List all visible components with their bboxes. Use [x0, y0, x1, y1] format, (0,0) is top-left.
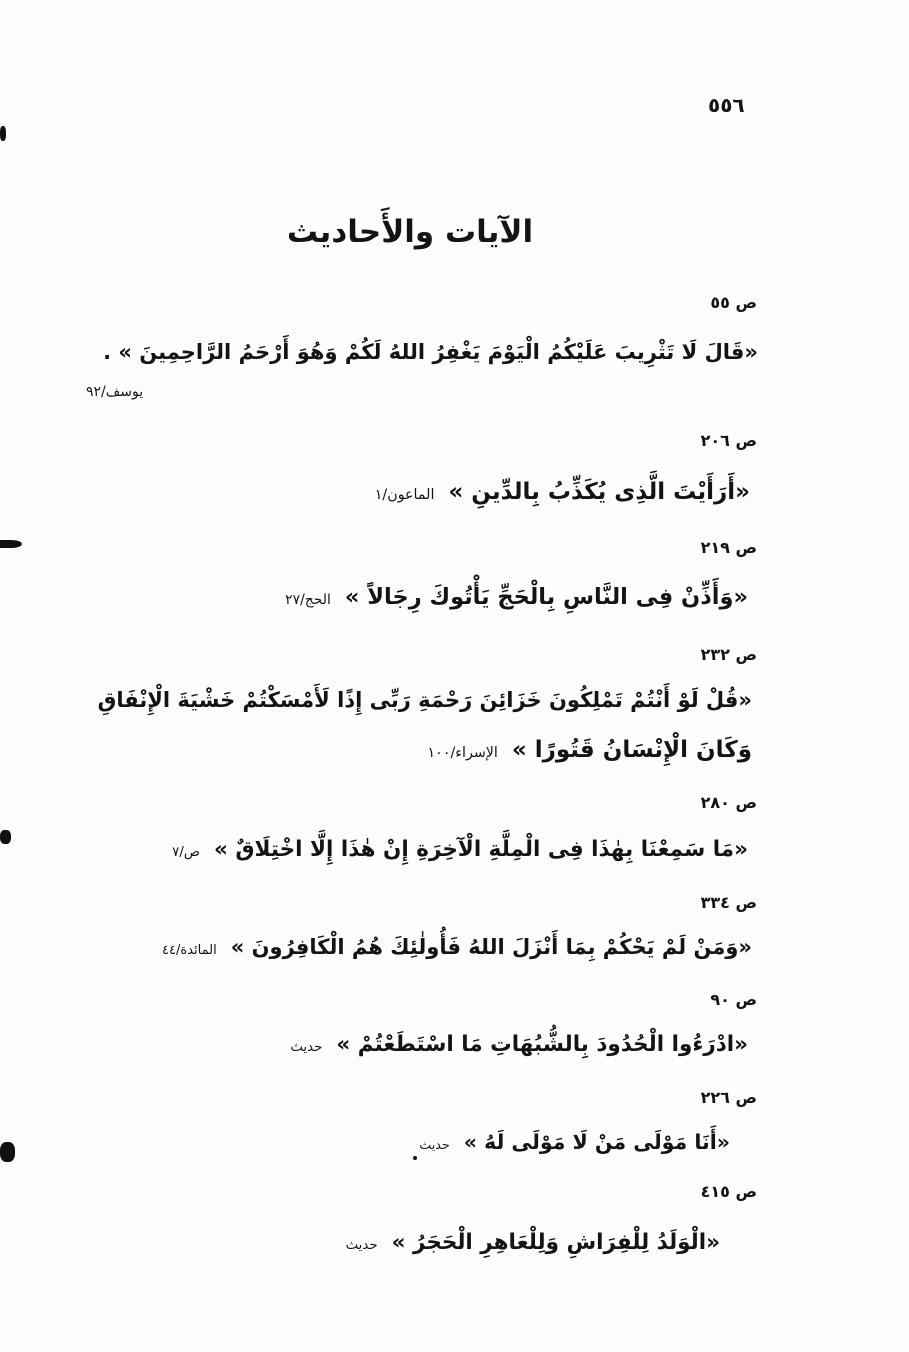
- quote-line: [288, 1026, 748, 1064]
- scan-speck: [0, 1142, 15, 1162]
- quote-text: «مَا سَمِعْنَا بِهٰذَا فِى الْمِلَّةِ الْآخِرَةِ إِنْ هٰذَا إِلَّا اخْتِلَاقٌ »: [213, 837, 748, 862]
- quote-text: «وَأَذِّنْ فِى النَّاسِ بِالْحَجِّ يَأْتُوكَ رِجَالاً »: [344, 584, 748, 610]
- scan-speck: [0, 830, 11, 844]
- page-title: الآيات والأَحاديث: [286, 214, 534, 250]
- quote-text: «قَالَ لَا تَثْرِيبَ عَلَيْكُمُ الْيَوْمَ يَغْفِرُ اللهُ لَكُمْ وَهُوَ أَرْحَمُ الرَّاحِمِينَ » .: [103, 340, 758, 364]
- entry-source: الإسراء/١٠٠: [427, 745, 498, 761]
- quote-line: [340, 1224, 720, 1262]
- entry-source: ص/٧: [172, 845, 200, 860]
- entry-page-ref: ص ٢٨٠: [700, 793, 757, 812]
- entry-page-ref: ص ٢٣٢: [700, 645, 757, 664]
- entry-page-ref: ص ٥٥: [710, 293, 757, 312]
- quote-text: «قُلْ لَوْ أَنْتُمْ تَمْلِكُونَ خَزَائِنَ رَحْمَةِ رَبِّى إِذًا لَأَمْسَكْتُمْ خَشْيَةَ الْإِنْفَاقِ: [97, 688, 752, 712]
- entry-source: الحج/٢٧: [285, 592, 331, 608]
- entry-page-ref: ص ٤١٥: [700, 1182, 757, 1201]
- scan-speck: [413, 1156, 417, 1160]
- scan-speck: [0, 540, 22, 548]
- scan-speck: [0, 126, 6, 141]
- entry-source: حديث: [345, 1238, 378, 1253]
- entry-source: حديث: [290, 1040, 323, 1055]
- entry-source: حديث: [419, 1137, 450, 1152]
- quote-line: [415, 1123, 730, 1161]
- quote-text: وَكَانَ الْإِنْسَانُ قَتُورًا »: [511, 737, 752, 763]
- quote-text: «الْوَلَدُ لِلْفِرَاشِ وَلِلْعَاهِرِ الْحَجَرُ »: [391, 1230, 720, 1255]
- entry-page-ref: ص ٢٠٦: [700, 431, 757, 450]
- entry-page-ref: ص ٢١٩: [700, 538, 757, 557]
- quote-line: [332, 731, 752, 769]
- quote-line: [162, 928, 752, 966]
- quote-line: [94, 333, 758, 371]
- entry-page-ref: ص ٣٣٤: [700, 893, 757, 912]
- quote-text: «وَمَنْ لَمْ يَحْكُمْ بِمَا أَنْزَلَ اللهُ فَأُولٰئِكَ هُمُ الْكَافِرُونَ »: [230, 935, 752, 959]
- entry-source: يوسف/٩٢: [86, 384, 144, 400]
- entry-page-ref: ص ٩٠: [710, 990, 757, 1009]
- quote-line: [173, 831, 748, 869]
- quote-line: [320, 473, 750, 511]
- page-number: ٥٥٦: [708, 93, 745, 117]
- quote-line: [278, 578, 748, 616]
- entry-page-ref: ص ٢٢٦: [700, 1088, 757, 1107]
- quote-text: «أَنَا مَوْلَى مَنْ لَا مَوْلَى لَهُ »: [463, 1130, 730, 1154]
- quote-line: [86, 681, 752, 719]
- quote-text: «أَرَأَيْتَ الَّذِى يُكَذِّبُ بِالدِّينِ »: [448, 479, 750, 505]
- entry-source: المائدة/٤٤: [162, 943, 217, 958]
- entry-source: الماعون/١: [374, 487, 435, 503]
- quote-text: «ادْرَءُوا الْحُدُودَ بِالشُّبُهَاتِ مَا اسْتَطَعْتُمْ »: [336, 1032, 748, 1057]
